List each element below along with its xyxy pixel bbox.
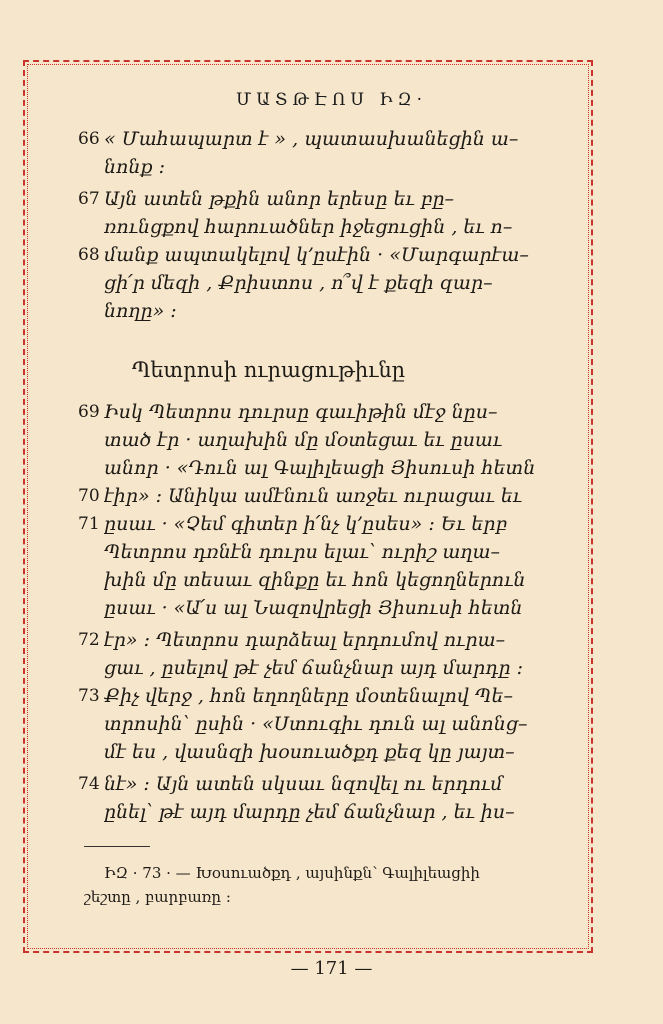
verse-line: Պետրոս դռնէն դուրս ելաւ՝ ուրիշ աղա– (104, 541, 501, 563)
verse-number: 66 (78, 129, 100, 149)
verse-line: տած էր · աղախին մը մօտեցաւ եւ ըսաւ (104, 429, 503, 451)
verse-line: ըսաւ · «Չեմ գիտեր ի՛նչ կ՚ըսես» ։ Եւ երբ (104, 513, 508, 535)
verse-line: ցի՛ր մեզի , Քրիստոս , ո՞վ է քեզի զար– (104, 272, 493, 294)
verse-line: ռունցքով հարուածներ իջեցուցին , եւ ո– (104, 216, 513, 238)
verse-line: ցաւ , ըսելով թէ չեմ ճանչնար այդ մարդը ։ (104, 657, 524, 679)
footnote-separator (84, 846, 150, 847)
verse-line: ընել՝ թէ այդ մարդը չեմ ճանչնար , եւ իս– (104, 801, 515, 823)
verse-line: Այն ատեն թքին անոր երեսը եւ բը– (104, 188, 455, 210)
verse-line: « Մահապարտ է » , պատասխանեցին ա– (104, 128, 519, 150)
verse-number: 70 (78, 486, 100, 506)
verse-line: նէ» ։ Այն ատեն սկսաւ նզովել ու երդում (104, 773, 503, 795)
verse-line: մանք ապտակելով կ՚ըսէին · «Մարգարէա– (104, 244, 529, 266)
verse-line: նողը» ։ (104, 300, 177, 322)
verse-number: 73 (78, 686, 100, 706)
verse-line: տրոսին՝ ըսին · «Ստուգիւ դուն ալ անոնց– (104, 713, 528, 735)
footnote-line: շեշտը , բարբառը ։ (84, 888, 231, 906)
footnote-line: ԻԶ · 73 · — Խօսուածքդ , այսինքն՝ Գալիլեացիի (104, 864, 480, 882)
verse-number: 71 (78, 514, 100, 534)
verse-number: 74 (78, 774, 100, 794)
verse-line: էր» ։ Պետրոս դարձեալ երդումով ուրա– (104, 629, 506, 651)
verse-number: 72 (78, 630, 100, 650)
verse-line: Իսկ Պետրոս դուրսը գաւիթին մէջ նըս– (104, 401, 498, 423)
verse-number: 69 (78, 402, 100, 422)
verse-line: խին մը տեսաւ զինքը եւ հոն կեցողներուն (104, 569, 526, 591)
verse-line: անոր · «Դուն ալ Գալիլեացի Յիսուսի հետն (104, 457, 536, 479)
verse-line: մէ ես , վասնզի խօսուածքդ քեզ կը յայտ– (104, 741, 515, 763)
running-header: ՄԱՏԹԷՈՍ ԻԶ· (236, 90, 427, 110)
verse-line: ըսաւ · «Ա՛ս ալ Նազովրեցի Յիսուսի հետն (104, 597, 523, 619)
page-number: — 171 — (290, 958, 373, 979)
verse-number: 68 (78, 245, 100, 265)
verse-number: 67 (78, 189, 100, 209)
verse-line: էիր» ։ Անիկա ամէնուն առջեւ ուրացաւ եւ (104, 485, 523, 507)
verse-line: նոնք ։ (104, 156, 166, 178)
section-title: Պետրոսի ուրացութիւնը (132, 358, 406, 382)
verse-line: Քիչ վերջ , հոն եղողները մօտենալով Պե– (104, 685, 513, 707)
